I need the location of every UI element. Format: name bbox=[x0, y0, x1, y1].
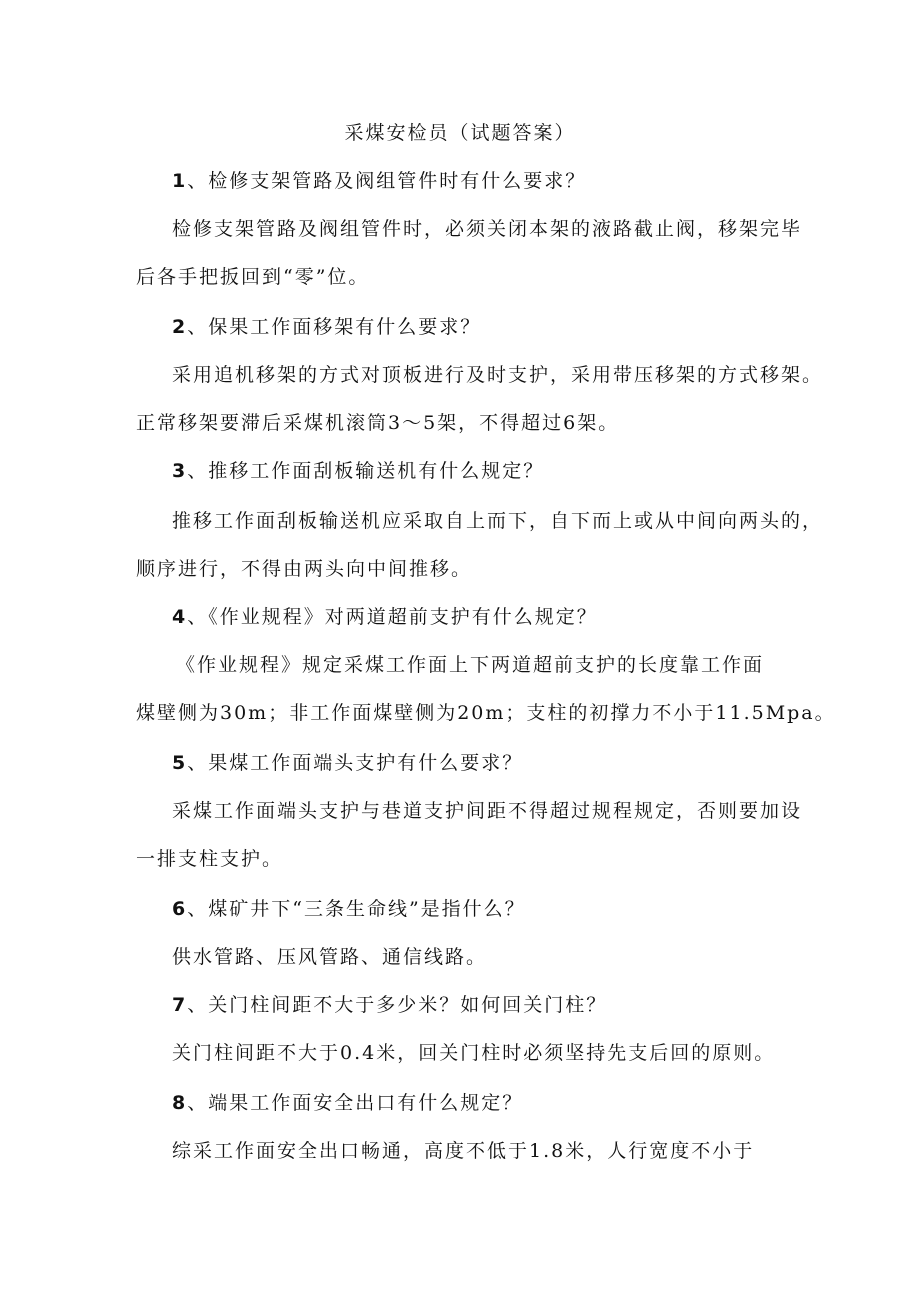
answer-2-line-2: 正常移架要滞后采煤机滚筒3～5架，不得超过6架。 bbox=[136, 412, 620, 434]
question-5 bbox=[172, 748, 523, 778]
question-number: 1 bbox=[172, 170, 188, 192]
question-text: 、端果工作面安全出口有什么规定？ bbox=[187, 1092, 524, 1114]
question-text: 、煤矿井下“三条生命线”是指什么？ bbox=[187, 898, 526, 920]
answer-5-line-1: 采煤工作面端头支护与巷道支护间距不得超过规程规定，否则要加设 bbox=[172, 800, 803, 822]
question-text: 、保果工作面移架有什么要求？ bbox=[187, 316, 482, 338]
answer-3-line-2: 顺序进行，不得由两头向中间推移。 bbox=[136, 558, 473, 580]
answer-4-line-1: 《作业规程》规定采煤工作面上下两道超前支护的长度靠工作面 bbox=[176, 654, 765, 676]
answer-6-line-1: 供水管路、压风管路、通信线路。 bbox=[172, 946, 488, 968]
question-text: 、关门柱间距不大于多少米？如何回关门柱？ bbox=[187, 994, 608, 1016]
question-number: 7 bbox=[172, 994, 188, 1016]
answer-1-line-2: 后各手把扳回到“零”位。 bbox=[136, 266, 370, 288]
question-text: 、果煤工作面端头支护有什么要求？ bbox=[187, 752, 524, 774]
question-text: 、检修支架管路及阀组管件时有什么要求？ bbox=[187, 170, 587, 192]
question-2 bbox=[172, 312, 481, 342]
question-number: 4 bbox=[172, 606, 188, 628]
question-1 bbox=[172, 166, 586, 196]
answer-2-line-1: 采用追机移架的方式对顶板进行及时支护，采用带压移架的方式移架。 bbox=[172, 364, 824, 386]
question-number: 6 bbox=[172, 898, 188, 920]
answer-3-line-1: 推移工作面刮板输送机应采取自上而下，自下而上或从中间向两头的， bbox=[172, 510, 824, 532]
document-title: 采煤安检员（试题答案） bbox=[344, 122, 576, 144]
question-number: 3 bbox=[172, 460, 188, 482]
answer-1-line-1: 检修支架管路及阀组管件时，必须关闭本架的液路截止阀，移架完毕 bbox=[172, 218, 803, 240]
question-text: 、《作业规程》对两道超前支护有什么规定？ bbox=[187, 606, 598, 628]
question-4 bbox=[172, 602, 598, 632]
question-number: 5 bbox=[172, 752, 188, 774]
question-number: 8 bbox=[172, 1092, 188, 1114]
question-text: 、推移工作面刮板输送机有什么规定？ bbox=[187, 460, 545, 482]
answer-5-line-2: 一排支柱支护。 bbox=[136, 848, 284, 870]
question-6 bbox=[172, 894, 526, 924]
question-8 bbox=[172, 1088, 523, 1118]
question-7 bbox=[172, 990, 607, 1020]
answer-8-line-1: 综采工作面安全出口畅通，高度不低于1.8米，人行宽度不小于 bbox=[172, 1140, 755, 1162]
question-number: 2 bbox=[172, 316, 188, 338]
question-3 bbox=[172, 456, 544, 486]
answer-4-line-2: 煤壁侧为30m；非工作面煤壁侧为20m；支柱的初撑力不小于11.5Mpa。 bbox=[136, 702, 836, 724]
answer-7-line-1: 关门柱间距不大于0.4米，回关门柱时必须坚持先支后回的原则。 bbox=[172, 1042, 776, 1064]
